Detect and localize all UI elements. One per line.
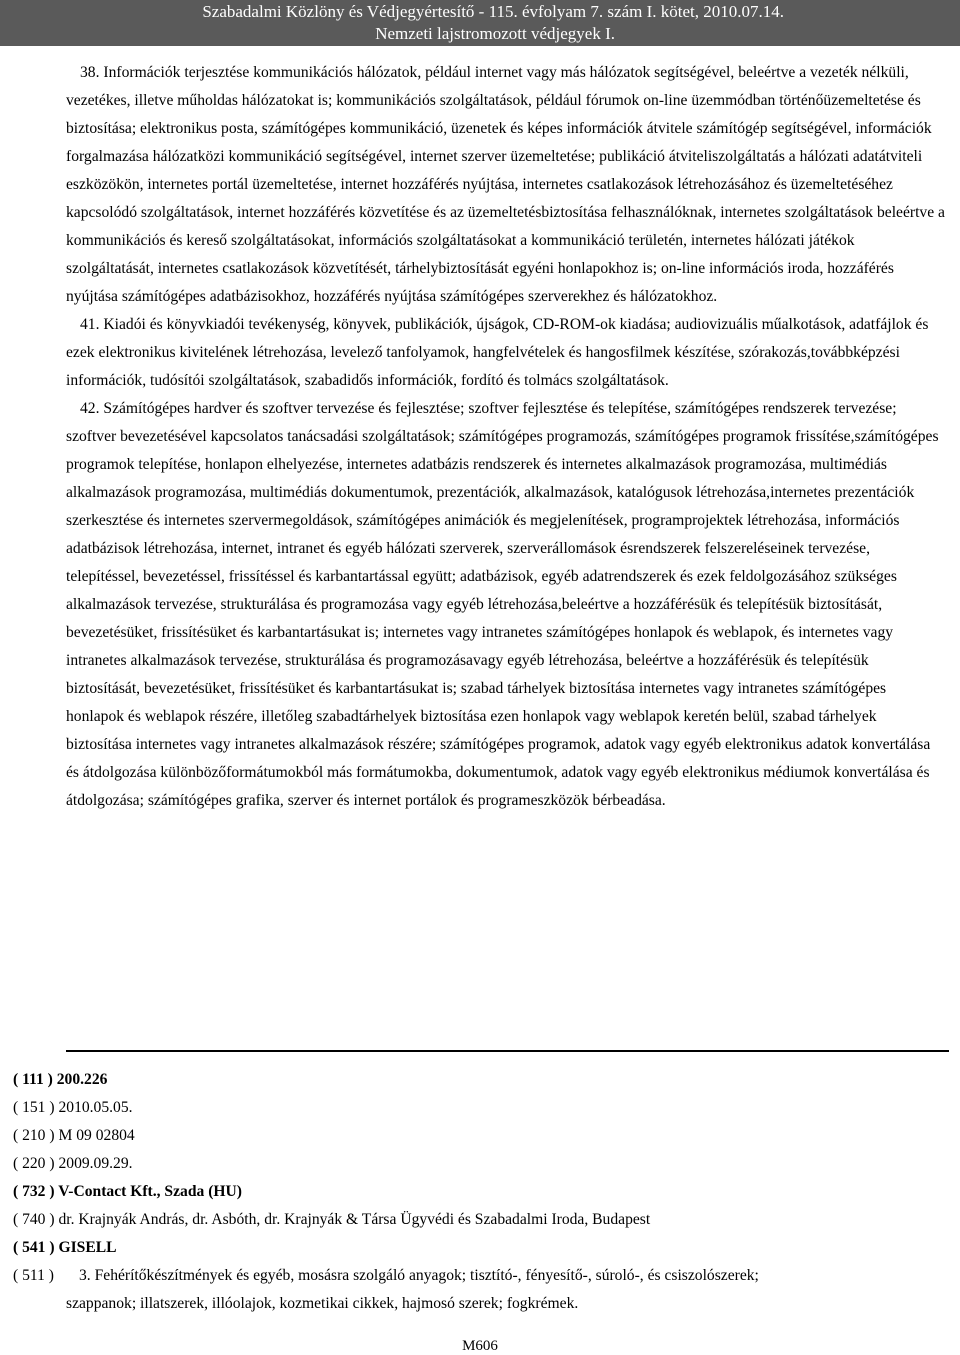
field-210-application-number: ( 210 ) M 09 02804 [13, 1127, 135, 1144]
section-divider [66, 1050, 949, 1052]
class-42-paragraph: 42. Számítógépes hardver és szoftver tervezése és fejlesztése; szoftver fejlesztése és telepítése, számítógépes rendszerek tervezése; szoftver bevezetésével kapcsolatos tanácsadási szolgáltatások; számítógépes programozás, számítógépes programok frissítése,számítógépes programok telepítése, honlapon elhelyezése, internetes adatbázis rendszerek és internetes alkalmazások programozása, multimédiás alkalmazások programozása, multimédiás dokumentumok, prezentációk, alkalmazások, katalógusok létrehozása,internetes prezentációk szerkesztése és internetes szervermegoldások, számítógépes animációk és megjelenítések, programprojektek létrehozása, információs adatbázisok létrehozása, internet, intranet és egyéb hálózati szerverek, szerverállomások ésrendszerek felszereléseinek tervezése, telepítéssel, bevezetéssel, frissítéssel és karbantartással együtt; adatbázisok, egyéb adatrendszerek és ezek feldolgozásához szükséges alkalmazások tervezése, strukturálása és programozása vagy egyéb létrehozása,beleértve a hozzáférésük és telepítésük biztosítását, bevezetésüket, frissítésüket és karbantartásukat is; internetes vagy intranetes számítógépes honlapok és weblapok, és internetes vagy intranetes alkalmazások tervezése, strukturálása és programozásavagy egyéb létrehozása, beleértve a hozzáférésük és telepítésük biztosítását, bevezetésüket, frissítésüket és karbantartásukat is; szabad tárhelyek biztosítása internetes vagy intranetes számítógépes honlapok és weblapok részére, illetőleg szabadtárhelyek biztosítása ezen honlapok vagy weblapok keretén belül, szabad tárhelyek biztosítása internetes vagy intranetes alkalmazások részére; számítógépes programok, adatok vagy egyéb elektronikus adatok konvertálása és átdolgozása különbözőformátumokból más formátumokba, dokumentumok, adatok vagy egyéb elektronikus médiumok konvertálása és átdolgozása; számítógépes grafika, szerver és internet portálok és programeszközök bérbeadása. [66, 400, 939, 809]
trademark-record [13, 1066, 943, 1318]
goods-services-list [66, 59, 946, 815]
field-732-holder: ( 732 ) V-Contact Kft., Szada (HU) [13, 1183, 242, 1200]
field-220-filing-date: ( 220 ) 2009.09.29. [13, 1155, 133, 1172]
field-740-representative: ( 740 ) dr. Krajnyák András, dr. Asbóth, dr. Krajnyák & Társa Ügyvédi és Szabadalmi Iroda, Budapest [13, 1211, 651, 1228]
field-511-line-1: 3. Fehérítőkészítmények és egyéb, mosásra szolgáló anyagok; tisztító-, fényesítő-, súroló-, és csiszolószerek; [79, 1267, 759, 1284]
field-511-line-2: szappanok; illatszerek, illóolajok, kozmetikai cikkek, hajmosó szerek; fogkrémek. [66, 1295, 579, 1312]
field-541-mark-name: ( 541 ) GISELL [13, 1239, 117, 1256]
field-511-code: ( 511 ) [13, 1267, 54, 1284]
header-title: Szabadalmi Közlöny és Védjegyértesítő - 115. évfolyam 7. szám I. kötet, 2010.07.14. [202, 2, 784, 21]
field-111-registration-number: ( 111 ) 200.226 [13, 1071, 108, 1088]
class-41-paragraph: 41. Kiadói és könyvkiadói tevékenység, könyvek, publikációk, újságok, CD-ROM-ok kiadása; audiovizuális műalkotások, adatfájlok és ezek elektronikus kivitelének létrehozása, levelező tanfolyamok, hangfelvételek és hangosfilmek készítése, szórakozás,továbbképzési információk, tudósítói szolgáltatások, szabadidős információk, fordító és tolmács szolgáltatások. [66, 316, 929, 389]
header-subtitle: Nemzeti lajstromozott védjegyek I. [375, 24, 615, 43]
page-header [0, 0, 960, 46]
page-number: M606 [462, 1338, 498, 1354]
field-511-classes [13, 1262, 943, 1318]
class-38-paragraph: 38. Információk terjesztése kommunikációs hálózatok, például internet vagy más hálózatok segítségével, beleértve a vezeték nélküli, vezetékes, illetve műholdas hálózatokat is; kommunikációs szolgáltatások, például fórumok on-line üzemmódban történőüzemeltetése és biztosítása; elektronikus posta, számítógépes kommunikáció, üzenetek és képes információk átvitele számítógép segítségével, információk forgalmazása hálózatközi kommunikáció segítségével, internet szerver üzemeltetése; publikáció átviteliszolgáltatás a hálózati adatátviteli eszközökön, internetes portál üzemeltetése, internet hozzáférés nyújtása, internetes csatlakozások létrehozásához és üzemeltetéséhez kapcsolódó szolgáltatások, internet hozzáférés közvetítése és az üzemeltetésbiztosítása felhasználóknak, internetes szolgáltatások beleértve a kommunikációs és kereső szolgáltatásokat, információs szolgáltatásokat a kommunikáció területén, internetes hálózati játékok szolgáltatását, internetes csatlakozások közvetítését, tárhelybiztosítását egyéni honlapokhoz is; on-line információs iroda, hozzáférés nyújtása számítógépes adatbázisokhoz, hozzáférés nyújtása számítógépes szerverekhez és hálózatokhoz. [66, 64, 945, 305]
field-151-registration-date: ( 151 ) 2010.05.05. [13, 1099, 133, 1116]
